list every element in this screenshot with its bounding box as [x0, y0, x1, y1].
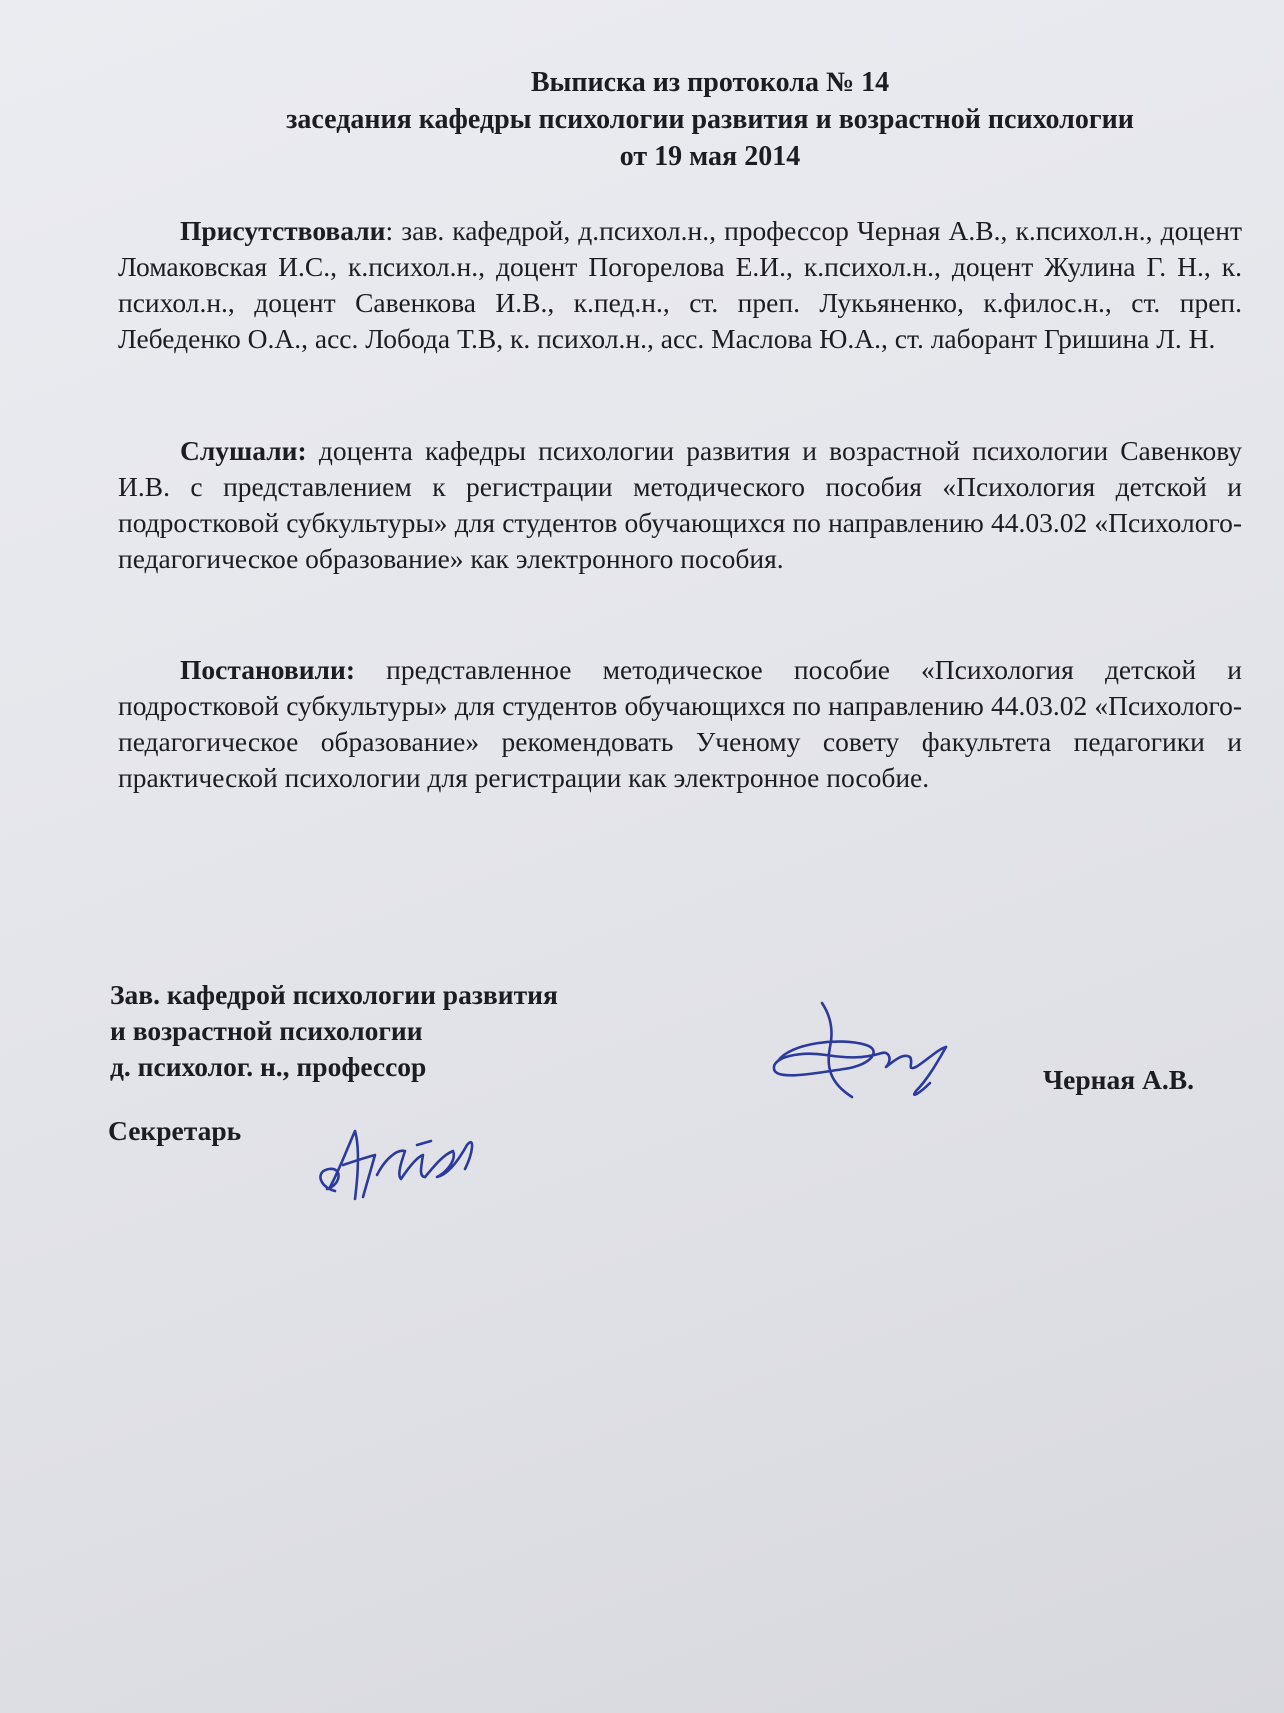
head-title-line3: д. психолог. н., профессор [110, 1051, 427, 1082]
head-handwritten-signature [770, 995, 980, 1110]
head-signature-block [110, 977, 558, 1085]
heard-text: доцента кафедры психологии развития и возрастной психологии Савенкову И.В. с представлением к регистрации методического пособия «Психология детской и подростковой субкультуры» для студентов обучающихся по направлению 44.03.02 «Психолого-педагогическое образование» как электронного пособия. [118, 435, 1242, 574]
secretary-label: Секретарь [108, 1115, 242, 1146]
present-label: Присутствовали [180, 215, 386, 246]
document-title: Выписка из протокола № 14 [530, 67, 890, 98]
secretary-handwritten-signature [305, 1105, 495, 1220]
resolved-label: Постановили: [180, 654, 355, 685]
meeting-date: от 19 мая 2014 [619, 141, 801, 172]
present-paragraph [118, 213, 1242, 357]
head-title-line1: Зав. кафедрой психологии развития [110, 979, 558, 1010]
resolved-text: представленное методическое пособие «Психология детской и подростковой субкультуры» для студентов обучающихся по направлению 44.03.02 «Психолого-педагогическое образование» рекомендовать Ученому совету факультета педагогики и практической психологии для регистрации как электронное пособие. [118, 654, 1242, 793]
heard-paragraph [118, 433, 1242, 577]
heard-label: Слушали: [180, 435, 307, 466]
head-signature-scribble [770, 995, 980, 1105]
resolved-paragraph [118, 652, 1242, 796]
present-text: : зав. кафедрой, д.психол.н., профессор Черная А.В., к.психол.н., доцент Ломаковская И.С., к.психол.н., доцент Погорелова Е.И., к.психол.н., доцент Жулина Г. Н., к. психол.н., доцент Савенкова И.В., к.пед.н., ст. преп. Лукьяненко, к.филос.н., ст. преп. Лебеденко О.А., асс. Лобода Т.В, к. психол.н., асс. Маслова Ю.А., ст. лаборант Гришина Л. Н. [118, 215, 1242, 354]
head-title-line2: и возрастной психологии [110, 1015, 423, 1046]
secretary-signature-scribble [305, 1105, 495, 1215]
head-name: Черная А.В. [1043, 1064, 1194, 1095]
meeting-subtitle: заседания кафедры психологии развития и возрастной психологии [286, 104, 1134, 135]
document-header [150, 64, 1270, 175]
